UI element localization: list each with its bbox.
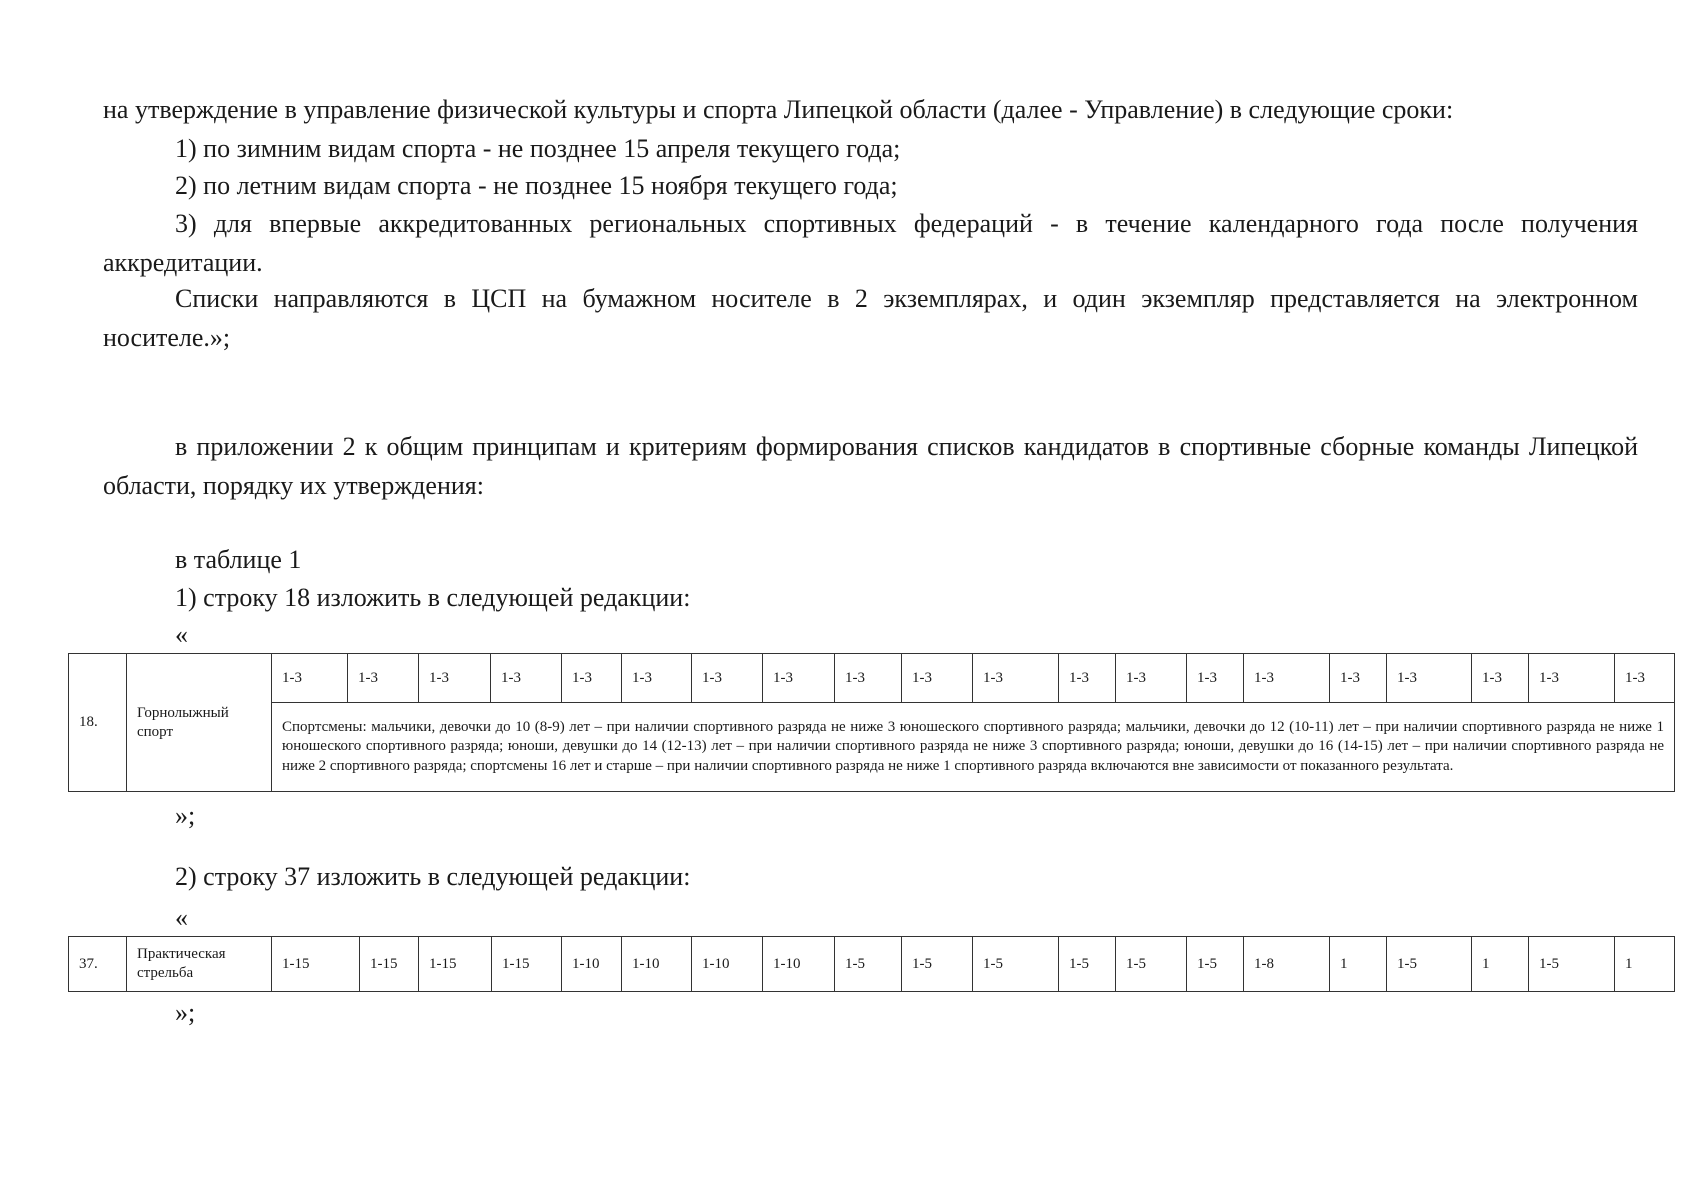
table-cell: 1-3 — [562, 654, 622, 703]
table-cell: 1 — [1472, 937, 1529, 992]
table-cell: 1-5 — [1116, 937, 1187, 992]
paragraph-appendix-2: в приложении 2 к общим принципам и критериям формирования списков кандидатов в спортивные сборные команды Липецкой области, порядку их утверждения: — [103, 432, 1638, 500]
table-cell: 1-3 — [973, 654, 1059, 703]
table-cell: 1-10 — [622, 937, 692, 992]
list-item-new-federations: 3) для впервые аккредитованных региональных спортивных федераций - в течение календарного года после получения аккредитации. — [103, 209, 1638, 277]
table-cell: 1-3 — [1059, 654, 1116, 703]
table-cell: 1 — [1330, 937, 1387, 992]
table-cell: 1-10 — [562, 937, 622, 992]
paragraph-lists-sent: Списки направляются в ЦСП на бумажном носителе в 2 экземплярах, и один экземпляр представляется на электронном носителе.»; — [103, 284, 1638, 352]
table-cell: 1 — [1615, 937, 1675, 992]
row-37-instruction: 2) строку 37 изложить в следующей редакции: — [175, 862, 691, 891]
table-cell: 1-3 — [692, 654, 763, 703]
sport-name: Практическая стрельба — [127, 937, 272, 992]
table-cell: 1-15 — [419, 937, 492, 992]
table-row-18 — [68, 653, 1675, 792]
close-quote-2: »; — [175, 998, 196, 1027]
table-1-heading: в таблице 1 — [175, 545, 302, 574]
table-cell: 1-3 — [1187, 654, 1244, 703]
row-number: 37. — [69, 937, 127, 992]
table-cell: 1-5 — [835, 937, 902, 992]
list-item-summer: 2) по летним видам спорта - не позднее 15 ноября текущего года; — [175, 171, 898, 200]
table-cell: 1-15 — [272, 937, 360, 992]
table-cell: 1-3 — [1472, 654, 1529, 703]
table-cell: 1-15 — [360, 937, 419, 992]
table-cell: 1-3 — [1387, 654, 1472, 703]
table-cell: 1-3 — [1116, 654, 1187, 703]
sport-name: Горнолыжный спорт — [127, 654, 272, 792]
table-cell: 1-3 — [348, 654, 419, 703]
table-cell: 1-3 — [622, 654, 692, 703]
criteria-description: Спортсмены: мальчики, девочки до 10 (8-9) лет – при наличии спортивного разряда не ниже 3 юношеского спортивного разряда; мальчики, девочки до 12 (10-11) лет – при наличии спортивного разряда не ниже 1 юношеского спортивного разряда; юноши, девушки до 14 (12-13) лет – при наличии спортивного разряда не ниже 3 спортивного разряда; юноши, девушки до 16 (14-15) лет – при наличии спортивного разряда не ниже 2 спортивного разряда; спортсмены 16 лет и старше – при наличии спортивного разряда не ниже 1 спортивного разряда включаются вне зависимости от показанного результата. — [272, 703, 1675, 792]
open-quote-2: « — [175, 903, 188, 932]
table-cell: 1-3 — [419, 654, 491, 703]
list-item-winter: 1) по зимним видам спорта - не позднее 15 апреля текущего года; — [175, 134, 901, 163]
table-cell: 1-5 — [1387, 937, 1472, 992]
table-cell: 1-3 — [1615, 654, 1675, 703]
table-cell: 1-3 — [902, 654, 973, 703]
table-cell: 1-3 — [763, 654, 835, 703]
table-cell: 1-10 — [692, 937, 763, 992]
table-cell: 1-3 — [1330, 654, 1387, 703]
table-cell: 1-5 — [1187, 937, 1244, 992]
row-18-instruction: 1) строку 18 изложить в следующей редакции: — [175, 583, 691, 612]
table-cell: 1-5 — [902, 937, 973, 992]
row-number: 18. — [69, 654, 127, 792]
table-cell: 1-8 — [1244, 937, 1330, 992]
table-row-37 — [68, 936, 1675, 992]
table-cell: 1-10 — [763, 937, 835, 992]
paragraph-deadlines-intro: на утверждение в управление физической культуры и спорта Липецкой области (далее - Управление) в следующие сроки: — [103, 95, 1454, 124]
table-cell: 1-5 — [1059, 937, 1116, 992]
table-cell: 1-3 — [1529, 654, 1615, 703]
table-cell: 1-15 — [492, 937, 562, 992]
table-cell: 1-3 — [835, 654, 902, 703]
open-quote-1: « — [175, 620, 188, 649]
table-cell: 1-3 — [272, 654, 348, 703]
table-cell: 1-5 — [1529, 937, 1615, 992]
table-cell: 1-5 — [973, 937, 1059, 992]
table-cell: 1-3 — [491, 654, 562, 703]
table-cell: 1-3 — [1244, 654, 1330, 703]
close-quote-1: »; — [175, 801, 196, 830]
